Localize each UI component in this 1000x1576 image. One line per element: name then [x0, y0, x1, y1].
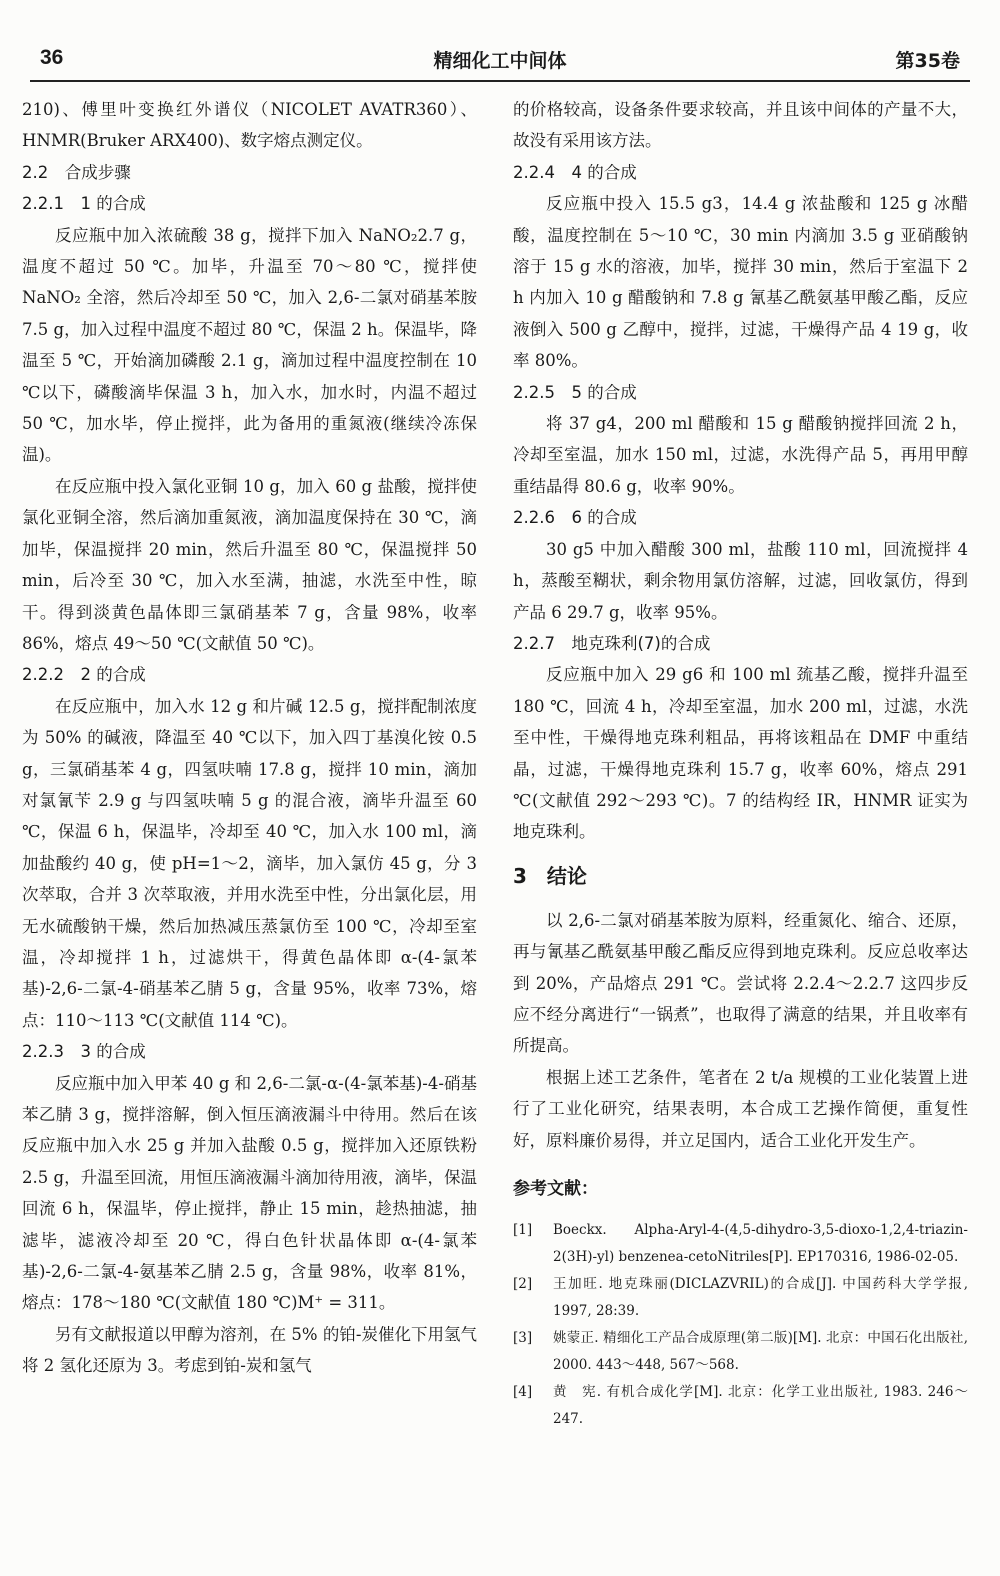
paragraph-4: 反应瓶中投入 15.5 g3，14.4 g 浓盐酸和 125 g 冰醋酸，温度控制在 5～10 ℃，30 min 内滴加 3.5 g 亚硝酸钠溶于 15 g 水的溶液，加毕，搅拌 30 min，然后于室温下 2 h 内加入 10 g 醋酸钠和 7.8 g 氰基乙酰氨基甲酸乙酯，反应液倒入 500 g 乙醇中，搅拌，过滤，干燥得产品 4 19 g，收率 80%。: [513, 194, 968, 371]
heading-2-2: 2.2 合成步骤: [22, 162, 131, 182]
reference-number: [2]: [513, 1276, 533, 1292]
heading-2-2-6: 2.2.6 6 的合成: [513, 508, 637, 528]
volume-label: 第35卷: [895, 50, 960, 72]
heading-2-2-2: 2.2.2 2 的合成: [22, 665, 146, 685]
reference-item: [513, 1271, 968, 1325]
reference-text: Boeckx. Alpha-Aryl-4-(4,5-dihydro-3,5-dioxo-1,2,4-triazin-2(3H)-yl) benzenea-cetoNitriles[P]. EP170316, 1986-02-05.: [553, 1222, 968, 1265]
journal-title: 精细化工中间体: [433, 50, 567, 72]
page-header: [30, 40, 970, 82]
heading-2-2-3: 2.2.3 3 的合成: [22, 1042, 146, 1062]
paragraph-5: 将 37 g4，200 ml 醋酸和 15 g 醋酸钠搅拌回流 2 h，冷却至室温，加水 150 ml，过滤，水洗得产品 5，再用甲醇重结晶得 80.6 g，收率 90%。: [513, 414, 968, 496]
reference-text: 黄 宪. 有机合成化学[M]. 北京：化学工业出版社, 1983. 246～247.: [553, 1384, 968, 1427]
paragraph-conclusion-2: 根据上述工艺条件，笔者在 2 t/a 规模的工业化装置上进行了工业化研究，结果表明，本合成工艺操作简便，重复性好，原料廉价易得，并立足国内，适合工业化开发生产。: [513, 1067, 968, 1150]
paragraph-1a: 反应瓶中加入浓硫酸 38 g，搅拌下加入 NaNO₂2.7 g，温度不超过 50 ℃。加毕，升温至 70～80 ℃，搅拌使 NaNO₂ 全溶，然后冷却至 50 ℃，加入 2,6-二氯对硝基苯胺 7.5 g，加入过程中温度不超过 80 ℃，保温 2 h。保温毕，降温至 5 ℃，开始滴加磷酸 2.1 g，滴加过程中温度控制在 10 ℃以下，磷酸滴毕保温 3 h，加入水，加水时，内温不超过 50 ℃，加水毕，停止搅拌，此为备用的重氮液(继续冷冻保温)。: [22, 225, 477, 465]
reference-number: [1]: [513, 1222, 533, 1238]
paragraph-instruments: 210)、傅里叶变换红外谱仪（NICOLET AVATR360）、HNMR(Bruker ARX400)、数字熔点测定仪。: [22, 100, 477, 151]
paragraph-6: 30 g5 中加入醋酸 300 ml，盐酸 110 ml，回流搅拌 4 h，蒸酸至糊状，剩余物用氯仿溶解，过滤，回收氯仿，得到产品 6 29.7 g，收率 95%。: [513, 539, 968, 622]
paragraph-3c: 的价格较高，设备条件要求较高，并且该中间体的产量不大，故没有采用该方法。: [513, 100, 968, 151]
reference-text: 姚蒙正. 精细化工产品合成原理(第二版)[M]. 北京：中国石化出版社, 2000. 443～448, 567～568.: [553, 1330, 968, 1373]
reference-text: 王加旺. 地克珠丽(DICLAZVRIL)的合成[J]. 中国药科大学学报, 1997, 28:39.: [553, 1276, 968, 1319]
reference-item: [513, 1217, 968, 1271]
reference-number: [3]: [513, 1330, 533, 1346]
heading-2-2-5: 2.2.5 5 的合成: [513, 382, 637, 402]
paragraph-2: 在反应瓶中，加入水 12 g 和片碱 12.5 g，搅拌配制浓度为 50% 的碱液，降温至 40 ℃以下，加入四丁基溴化铵 0.5 g，三氯硝基苯 4 g，四氢呋喃 17.8 g，搅拌 10 min，滴加对氯氰苄 2.9 g 与四氢呋喃 5 g 的混合液，滴毕升温至 60 ℃，保温 6 h，保温毕，冷却至 40 ℃，加入水 100 ml，滴加盐酸约 40 g，使 pH=1～2，滴毕，加入氯仿 45 g，分 3 次萃取，合并 3 次萃取液，并用水洗至中性，分出氯化层，用无水硫酸钠干燥，然后加热减压蒸氯仿至 100 ℃，冷却至室温，冷却搅拌 1 h，过滤烘干，得黄色晶体即 α-(4-氯苯基)-2,6-二氯-4-硝基苯乙腈 5 g，含量 95%，收率 73%，熔点：110～113 ℃(文献值 114 ℃)。: [22, 696, 477, 1030]
reference-item: [513, 1379, 968, 1433]
paragraph-3b: 另有文献报道以甲醇为溶剂，在 5% 的铂-炭催化下用氢气将 2 氢化还原为 3。考虑到铂-炭和氢气: [22, 1324, 477, 1376]
paragraph-7: 反应瓶中加入 29 g6 和 100 ml 巯基乙酸，搅拌升温至 180 ℃，回流 4 h，冷却至室温，加水 200 ml，过滤，水洗至中性，干燥得地克珠利粗品，再将该粗品在 DMF 中重结晶，过滤，干燥得地克珠利 15.7 g，收率 60%，熔点 291 ℃(文献值 292～293 ℃)。7 的结构经 IR，HNMR 证实为地克珠利。: [513, 665, 968, 842]
right-column: [513, 94, 968, 1433]
heading-2-2-7: 2.2.7 地克珠利(7)的合成: [513, 633, 711, 653]
heading-3-conclusion: 3 结论: [513, 863, 587, 888]
page-number: 36: [40, 46, 64, 69]
heading-2-2-1: 2.2.1 1 的合成: [22, 194, 146, 214]
reference-number: [4]: [513, 1384, 533, 1400]
paragraph-conclusion-1: 以 2,6-二氯对硝基苯胺为原料，经重氮化、缩合、还原，再与氰基乙酰氨基甲酸乙酯反应得到地克珠利。反应总收率达到 20%，产品熔点 291 ℃。尝试将 2.2.4～2.2.7 这四步反应不经分离进行“一锅煮”，也取得了满意的结果，并且收率有所提高。: [513, 910, 968, 1056]
references-title: 参考文献：: [513, 1179, 598, 1199]
left-column: [22, 94, 477, 1382]
heading-2-2-4: 2.2.4 4 的合成: [513, 162, 637, 182]
paragraph-3a: 反应瓶中加入甲苯 40 g 和 2,6-二氯-α-(4-氯苯基)-4-硝基苯乙腈 3 g，搅拌溶解，倒入恒压滴液漏斗中待用。然后在该反应瓶中加入水 25 g 并加入盐酸 0.5 g，搅拌加入还原铁粉 2.5 g，升温至回流，用恒压滴液漏斗滴加待用液，滴毕，保温回流 6 h，保温毕，停止搅拌，静止 15 min，趁热抽滤，抽滤毕，滤液冷却至 20 ℃，得白色针状晶体即 α-(4-氯苯基)-2,6-二氯-4-氨基苯乙腈 2.5 g，含量 98%，收率 81%，熔点：178～180 ℃(文献值 180 ℃)M⁺ = 311。: [22, 1073, 477, 1313]
paragraph-1b: 在反应瓶中投入氯化亚铜 10 g，加入 60 g 盐酸，搅拌使氯化亚铜全溶，然后滴加重氮液，滴加温度保持在 30 ℃，滴加毕，保温搅拌 20 min，然后升温至 80 ℃，保温搅拌 50 min，后冷至 30 ℃，加入水至满，抽滤，水洗至中性，晾干。得到淡黄色晶体即三氯硝基苯 7 g，含量 98%，收率 86%，熔点 49～50 ℃(文献值 50 ℃)。: [22, 476, 477, 653]
reference-item: [513, 1325, 968, 1379]
references-list: [513, 1217, 968, 1433]
